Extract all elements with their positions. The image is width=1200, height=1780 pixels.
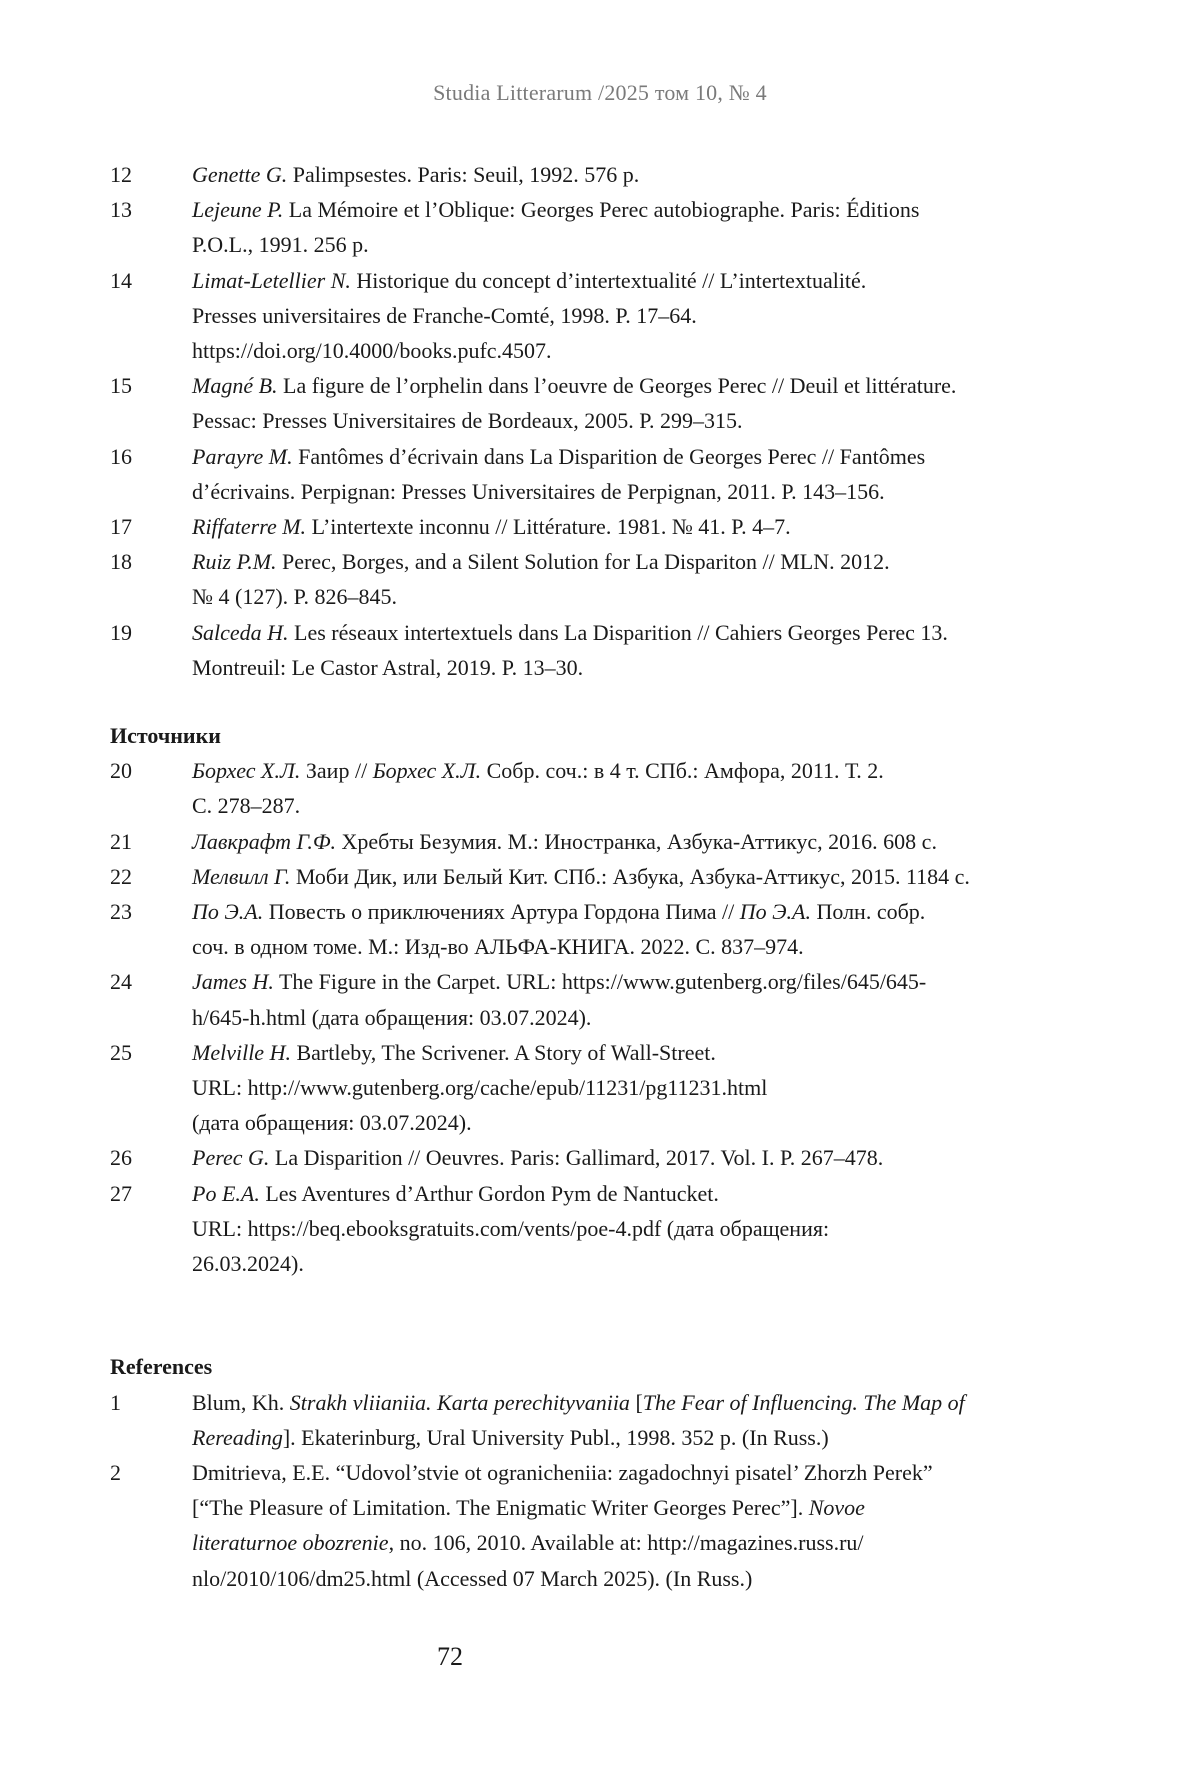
reference-text (192, 964, 1070, 1034)
reference-number: 21 (110, 828, 132, 854)
text-span: La Disparition // Oeuvres. Paris: Gallimard, 2017. Vol. I. P. 267–478. (269, 1145, 884, 1171)
reference-line (192, 1000, 1070, 1035)
reference-entry (110, 544, 1070, 614)
reference-number: 19 (110, 619, 132, 645)
references-list (110, 1385, 1070, 1596)
reference-line (192, 859, 1070, 894)
reference-line (192, 1385, 1070, 1420)
reference-line (192, 509, 1070, 544)
reference-line (192, 474, 1070, 509)
reference-line (192, 544, 1070, 579)
italic-text: Lejeune P. (192, 197, 284, 223)
reference-number: 20 (110, 758, 132, 784)
reference-line (192, 1211, 1070, 1246)
italic-text: Po E.A. (192, 1180, 260, 1206)
text-span: Les réseaux intertextuels dans La Disparition // Cahiers Georges Perec 13. (288, 619, 948, 645)
reference-line (192, 263, 1070, 298)
reference-entry (110, 157, 1070, 192)
reference-number: 25 (110, 1039, 132, 1065)
text-span: С. 278–287. (192, 793, 301, 819)
text-span: P.O.L., 1991. 256 p. (192, 232, 369, 258)
reference-line (192, 929, 1070, 964)
reference-line (192, 1176, 1070, 1211)
text-span: 26.03.2024). (192, 1251, 304, 1277)
reference-text (192, 544, 1070, 614)
italic-text: literaturnoe obozrenie (192, 1530, 389, 1556)
italic-text: Борхес Х.Л. (372, 758, 482, 784)
text-span: nlo/2010/106/dm25.html (Accessed 07 March 2025). (In Russ.) (192, 1565, 753, 1591)
italic-text: Novoe (808, 1495, 865, 1521)
text-span: (дата обращения: 03.07.2024). (192, 1110, 472, 1136)
italic-text: Riffaterre M. (192, 514, 307, 540)
text-span: La Mémoire et l’Oblique: Georges Perec autobiographe. Paris: Éditions (283, 197, 920, 223)
text-span: Полн. собр. (810, 899, 926, 925)
reference-number: 14 (110, 267, 132, 293)
text-span: h/645-h.html (дата обращения: 03.07.2024). (192, 1004, 592, 1030)
reference-number: 15 (110, 373, 132, 399)
sources-heading: Источники (110, 723, 221, 749)
reference-text (192, 1035, 1070, 1141)
reference-number: 13 (110, 197, 132, 223)
text-span: Blum, Kh. (192, 1389, 290, 1415)
text-span: [“The Pleasure of Limitation. The Enigmatic Writer Georges Perec”]. (192, 1495, 809, 1521)
italic-text: Parayre M. (192, 443, 293, 469)
reference-number: 12 (110, 162, 132, 187)
reference-line (192, 894, 1070, 929)
reference-number: 22 (110, 863, 132, 889)
reference-number: 18 (110, 549, 132, 575)
italic-text: Rereading (192, 1424, 283, 1450)
reference-line (192, 1525, 1070, 1560)
reference-number: 16 (110, 443, 132, 469)
text-span: № 4 (127). P. 826–845. (192, 584, 397, 610)
reference-line (192, 824, 1070, 859)
italic-text: Лавкрафт Г.Ф. (192, 828, 337, 854)
text-span: Моби Дик, или Белый Кит. СПб.: Азбука, Азбука-Аттикус, 2015. 1184 с. (290, 863, 970, 889)
sources-list (110, 753, 1070, 1281)
reference-entry (110, 824, 1070, 859)
text-span: ]. Ekaterinburg, Ural University Publ., 1998. 352 p. (In Russ.) (282, 1424, 829, 1450)
text-span: Les Aventures d’Arthur Gordon Pym de Nantucket. (259, 1180, 719, 1206)
reference-line (192, 227, 1070, 262)
reference-number: 17 (110, 514, 132, 540)
reference-entry (110, 368, 1070, 438)
reference-line (192, 333, 1070, 368)
reference-line (192, 1420, 1070, 1455)
text-span: https://doi.org/10.4000/books.pufc.4507. (192, 338, 552, 364)
reference-line (192, 1246, 1070, 1281)
text-span: [ (629, 1389, 643, 1415)
reference-entry (110, 509, 1070, 544)
text-span: Historique du concept d’intertextualité // L’intertextualité. (350, 267, 867, 293)
reference-line (192, 579, 1070, 614)
reference-text (192, 859, 1070, 894)
reference-entry (110, 1140, 1070, 1175)
text-span: URL: http://www.gutenberg.org/cache/epub/11231/pg11231.html (192, 1075, 768, 1101)
reference-line (192, 1140, 1070, 1175)
italic-text: Limat-Letellier N. (192, 267, 351, 293)
text-span: La figure de l’orphelin dans l’oeuvre de Georges Perec // Deuil et littérature. (277, 373, 957, 399)
reference-line (192, 1070, 1070, 1105)
reference-line (192, 157, 1070, 192)
reference-number: 23 (110, 899, 132, 925)
reference-line (192, 650, 1070, 685)
reference-line (192, 403, 1070, 438)
reference-text (192, 1385, 1070, 1455)
reference-text (192, 192, 1070, 262)
reference-line (192, 788, 1070, 823)
text-span: Presses universitaires de Franche-Comté, 1998. P. 17–64. (192, 302, 697, 328)
reference-line (192, 615, 1070, 650)
reference-entry (110, 859, 1070, 894)
text-span: The Figure in the Carpet. URL: https://www.gutenberg.org/files/645/645- (273, 969, 927, 995)
reference-line (192, 1035, 1070, 1070)
reference-entry (110, 1455, 1070, 1596)
reference-line (192, 1455, 1070, 1490)
reference-entry (110, 1385, 1070, 1455)
text-span: Хребты Безумия. М.: Иностранка, Азбука-Аттикус, 2016. 608 с. (336, 828, 937, 854)
text-span: L’intertexte inconnu // Littérature. 1981. № 41. P. 4–7. (306, 514, 791, 540)
reference-entry (110, 964, 1070, 1034)
reference-number: 27 (110, 1180, 132, 1206)
text-span: , no. 106, 2010. Available at: http://magazines.russ.ru/ (388, 1530, 864, 1556)
italic-text: The Fear of Influencing. The Map of (642, 1389, 965, 1415)
reference-entry (110, 263, 1070, 369)
reference-content (110, 157, 1070, 1596)
reference-line (192, 1561, 1070, 1596)
reference-line (192, 298, 1070, 333)
text-span: Palimpsestes. Paris: Seuil, 1992. 576 p. (287, 162, 640, 187)
italic-text: Genette G. (192, 162, 288, 187)
italic-text: По Э.А. (192, 899, 264, 925)
references-heading: References (110, 1354, 213, 1380)
text-span: Fantômes d’écrivain dans La Disparition de Georges Perec // Fantômes (292, 443, 926, 469)
reference-entry (110, 1035, 1070, 1141)
italic-text: Strakh vliianiia. Karta perechityvaniia (289, 1389, 630, 1415)
reference-line (192, 439, 1070, 474)
text-span: Pessac: Presses Universitaires de Bordeaux, 2005. P. 299–315. (192, 408, 743, 434)
text-span: Montreuil: Le Castor Astral, 2019. P. 13–30. (192, 654, 584, 680)
reference-text (192, 263, 1070, 369)
text-span: Собр. соч.: в 4 т. СПб.: Амфора, 2011. Т. 2. (481, 758, 884, 784)
italic-text: Salceda H. (192, 619, 289, 645)
text-span: Dmitrieva, E.E. “Udovol’stvie ot ogranicheniia: zagadochnyi pisatel’ Zhorzh Perek” (192, 1459, 933, 1485)
reference-text (192, 439, 1070, 509)
reference-text (192, 824, 1070, 859)
reference-number: 1 (110, 1389, 121, 1415)
text-span: Bartleby, The Scrivener. A Story of Wall-Street. (290, 1039, 716, 1065)
text-span: Заир // (300, 758, 373, 784)
reference-line (192, 192, 1070, 227)
text-span: Повесть о приключениях Артура Гордона Пима // (263, 899, 740, 925)
reference-number: 2 (110, 1459, 121, 1485)
reference-text (192, 894, 1070, 964)
italic-text: Perec G. (192, 1145, 270, 1171)
text-span: соч. в одном томе. М.: Изд-во АЛЬФА-КНИГА. 2022. С. 837–974. (192, 934, 804, 960)
reference-entry (110, 192, 1070, 262)
reference-text (192, 1455, 1070, 1596)
reference-text (192, 1140, 1070, 1175)
reference-line (192, 964, 1070, 999)
text-span: URL: https://beq.ebooksgratuits.com/vents/poe-4.pdf (дата обращения: (192, 1215, 830, 1241)
italic-text: По Э.А. (739, 899, 811, 925)
page-number: 72 (437, 1642, 463, 1671)
reference-text (192, 157, 1070, 192)
italic-text: James H. (192, 969, 274, 995)
reference-entry (110, 439, 1070, 509)
reference-line (192, 368, 1070, 403)
reference-entry (110, 894, 1070, 964)
reference-text (192, 509, 1070, 544)
reference-line (192, 1105, 1070, 1140)
reference-line (192, 753, 1070, 788)
reference-text (192, 1176, 1070, 1282)
reference-text (192, 368, 1070, 438)
reference-number: 24 (110, 969, 132, 995)
reference-entry (110, 1176, 1070, 1282)
bibliography-list (110, 157, 1070, 685)
italic-text: Борхес Х.Л. (192, 758, 301, 784)
text-span: Perec, Borges, and a Silent Solution for La Dispariton // MLN. 2012. (276, 549, 890, 575)
italic-text: Ruiz P.M. (192, 549, 277, 575)
reference-number: 26 (110, 1145, 132, 1171)
reference-entry (110, 615, 1070, 685)
running-header: Studia Litterarum /2025 том 10, № 4 (433, 80, 767, 105)
reference-line (192, 1490, 1070, 1525)
italic-text: Melville H. (192, 1039, 291, 1065)
reference-entry (110, 753, 1070, 823)
italic-text: Мелвилл Г. (192, 863, 291, 889)
reference-text (192, 753, 1070, 823)
text-span: d’écrivains. Perpignan: Presses Universitaires de Perpignan, 2011. P. 143–156. (192, 478, 885, 504)
reference-text (192, 615, 1070, 685)
italic-text: Magné B. (192, 373, 278, 399)
